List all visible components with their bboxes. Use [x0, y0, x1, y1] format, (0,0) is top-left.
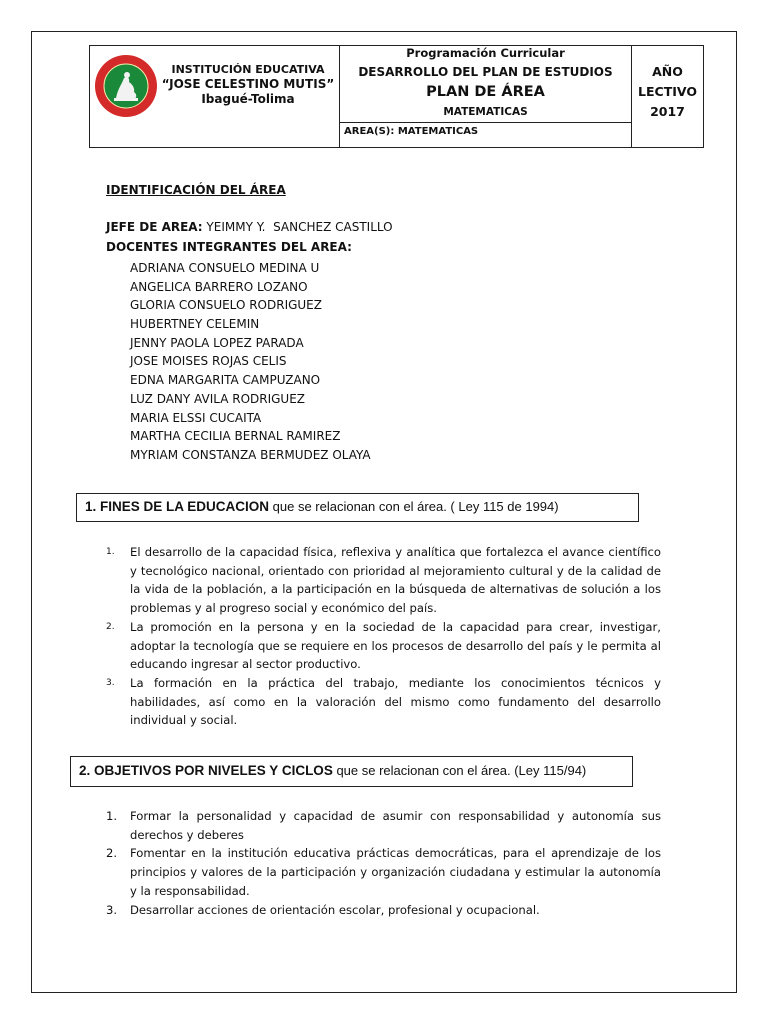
institution-name — [158, 62, 338, 107]
identification-title: IDENTIFICACIÓN DEL ÁREA — [106, 183, 286, 197]
teacher-item: JOSE MOISES ROJAS CELIS — [130, 354, 287, 369]
teachers-list — [130, 259, 371, 465]
institution-line1: INSTITUCIÓN EDUCATIVA — [171, 63, 325, 76]
education-goal-item-text: La formación en la práctica del trabajo, mediante los conocimientos técnicos y habilidades, así como en la valoración del mismo como fundamento del desarrollo individual y social. — [130, 675, 661, 728]
section2-title: 2. OBJETIVOS POR NIVELES Y CICLOS — [79, 763, 333, 778]
objective-item-text: Desarrollar acciones de orientación escolar, profesional y ocupacional. — [130, 902, 540, 917]
document-header-table — [89, 45, 704, 148]
objective-item — [106, 901, 661, 920]
area-head — [106, 220, 393, 234]
teacher-item: HUBERTNEY CELEMIN — [130, 317, 260, 332]
institution-line2: “JOSE CELESTINO MUTIS” — [161, 77, 335, 91]
teacher-item: MARTHA CECILIA BERNAL RAMIREZ — [130, 429, 341, 444]
education-goal-item — [106, 618, 661, 674]
objective-item — [106, 807, 661, 844]
teacher-item: JENNY PAOLA LOPEZ PARADA — [130, 335, 304, 350]
section1-subtitle: que se relacionan con el área. ( Ley 115 de 1994) — [269, 499, 559, 514]
subject-label: MATEMATICAS — [443, 106, 528, 118]
teacher-item: ANGELICA BARRERO LOZANO — [130, 279, 308, 294]
institution-cell — [90, 46, 340, 147]
objective-item — [106, 844, 661, 900]
education-goal-item — [106, 674, 661, 730]
teacher-item: EDNA MARGARITA CAMPUZANO — [130, 373, 321, 388]
section2-heading — [70, 756, 633, 787]
teacher-item: ADRIANA CONSUELO MEDINA U — [130, 261, 320, 275]
document-title: PLAN DE ÁREA — [426, 84, 545, 100]
education-goal-item — [106, 543, 661, 618]
objective-item-number: 2. — [106, 846, 118, 861]
education-goal-item-number: 2. — [106, 621, 115, 632]
objective-item-text: Formar la personalidad y capacidad de asumir con responsabilidad y autonomía sus derechos y deberes — [130, 809, 661, 842]
section1-heading — [76, 493, 639, 522]
area-cell — [340, 123, 632, 147]
objective-item-number: 3. — [106, 902, 118, 917]
objectives-list — [106, 807, 661, 919]
objective-item-text: Fomentar en la institución educativa prácticas democráticas, para el aprendizaje de los principios y valores de la participación y organización ciudadana y estimular la autonomía y la responsabilidad. — [130, 846, 661, 898]
education-goal-item-text: El desarrollo de la capacidad física, reflexiva y analítica que fortalezca el avance científico y tecnológico nacional, orientado con prioridad al mejoramiento cultural y de la calidad de la vida de la población, a la participación en la búsqueda de alternativas de solución a los problemas y al progreso social y económico del país. — [130, 545, 661, 616]
teachers-label: DOCENTES INTEGRANTES DEL AREA: — [106, 240, 352, 254]
year-value: 2017 — [650, 104, 685, 119]
teacher-item: GLORIA CONSUELO RODRIGUEZ — [130, 298, 322, 313]
education-goal-item-number: 3. — [106, 677, 115, 688]
institution-seal-icon — [94, 54, 158, 118]
teacher-item: MARIA ELSSI CUCAITA — [130, 410, 262, 425]
institution-city: Ibagué-Tolima — [201, 92, 295, 106]
education-goal-item-number: 1. — [106, 547, 115, 557]
plan-title-cell — [340, 46, 632, 123]
year-label-2: LECTIVO — [638, 84, 697, 99]
year-cell — [632, 46, 703, 147]
objective-item-number: 1. — [106, 809, 118, 823]
teacher-item: LUZ DANY AVILA RODRIGUEZ — [130, 391, 306, 406]
plan-label: DESARROLLO DEL PLAN DE ESTUDIOS — [358, 65, 613, 79]
section1-title: 1. FINES DE LA EDUCACION — [85, 499, 270, 514]
area-label: AREA(S): MATEMATICAS — [344, 126, 479, 137]
education-goal-item-text: La promoción en la persona y en la sociedad de la capacidad para crear, investigar, adoptar la tecnología que se requiere en los procesos de desarrollo del país y le permita al educando ingresar al sector productivo. — [130, 619, 661, 672]
teacher-item: MYRIAM CONSTANZA BERMUDEZ OLAYA — [130, 447, 371, 462]
section2-subtitle: que se relacionan con el área. (Ley 115/94) — [332, 763, 587, 778]
area-head-label: JEFE DE AREA: — [106, 220, 203, 234]
program-label: Programación Curricular — [406, 46, 565, 60]
education-goals-list — [106, 543, 661, 730]
year-label-1: AÑO — [652, 64, 683, 79]
area-head-name: YEIMMY Y. SANCHEZ CASTILLO — [202, 220, 393, 234]
